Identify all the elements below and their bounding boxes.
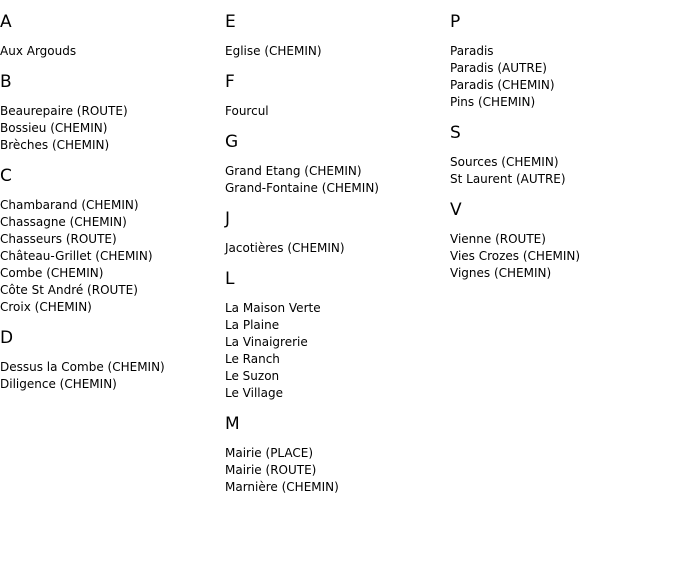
letter-heading: C	[0, 166, 12, 186]
letter-heading: M	[225, 414, 240, 434]
letter-heading: F	[225, 72, 235, 92]
index-column-1	[0, 0, 225, 405]
street-link[interactable]: Chambarand (CHEMIN)	[0, 198, 139, 212]
street-list-item	[225, 445, 450, 462]
street-list	[0, 197, 225, 316]
street-link[interactable]: Grand-Fontaine (CHEMIN)	[225, 181, 379, 195]
street-list-item	[450, 154, 675, 171]
street-link[interactable]: Bossieu (CHEMIN)	[0, 121, 108, 135]
street-list-item	[225, 479, 450, 496]
letter-group	[450, 12, 675, 111]
street-link[interactable]: Dessus la Combe (CHEMIN)	[0, 360, 165, 374]
street-link[interactable]: Paradis	[450, 44, 494, 58]
street-list-item	[450, 248, 675, 265]
street-list	[0, 103, 225, 154]
street-list-item	[0, 197, 225, 214]
letter-group	[0, 328, 225, 393]
street-link[interactable]: St Laurent (AUTRE)	[450, 172, 566, 186]
letter-group	[225, 132, 450, 197]
letter-group	[225, 269, 450, 402]
street-link[interactable]: Brèches (CHEMIN)	[0, 138, 110, 152]
street-link[interactable]: Vignes (CHEMIN)	[450, 266, 552, 280]
street-list-item	[450, 60, 675, 77]
street-list-item	[450, 43, 675, 60]
index-column-2	[225, 0, 450, 508]
street-link[interactable]: Vies Crozes (CHEMIN)	[450, 249, 581, 263]
street-list-item	[225, 300, 450, 317]
street-link[interactable]: Diligence (CHEMIN)	[0, 377, 117, 391]
letter-group	[225, 72, 450, 120]
street-list-item	[225, 462, 450, 479]
street-list-item	[450, 171, 675, 188]
street-link[interactable]: Le Village	[225, 386, 283, 400]
street-link[interactable]: Beaurepaire (ROUTE)	[0, 104, 128, 118]
street-list-item	[225, 103, 450, 120]
letter-group	[450, 200, 675, 282]
street-list-item	[450, 265, 675, 282]
street-link[interactable]: Marnière (CHEMIN)	[225, 480, 339, 494]
street-link[interactable]: Combe (CHEMIN)	[0, 266, 104, 280]
street-list-item	[0, 137, 225, 154]
street-link[interactable]: Mairie (PLACE)	[225, 446, 314, 460]
letter-heading: L	[225, 269, 235, 289]
street-list	[225, 43, 450, 60]
letter-heading: A	[0, 12, 12, 32]
street-link[interactable]: Pins (CHEMIN)	[450, 95, 536, 109]
street-list-item	[0, 120, 225, 137]
letter-heading: J	[225, 209, 231, 229]
street-list-item	[225, 351, 450, 368]
letter-heading: S	[450, 123, 461, 143]
street-list-item	[225, 43, 450, 60]
street-list-item	[0, 359, 225, 376]
street-link[interactable]: La Maison Verte	[225, 301, 321, 315]
street-list-item	[0, 214, 225, 231]
street-list-item	[0, 103, 225, 120]
street-list-item	[450, 231, 675, 248]
street-link[interactable]: Fourcul	[225, 104, 269, 118]
street-link[interactable]: Chasseurs (ROUTE)	[0, 232, 117, 246]
street-list-item	[0, 265, 225, 282]
street-list-item	[225, 317, 450, 334]
letter-heading: P	[450, 12, 461, 32]
letter-group	[0, 166, 225, 316]
street-link[interactable]: Le Suzon	[225, 369, 280, 383]
letter-group	[225, 12, 450, 60]
street-list	[450, 43, 675, 111]
letter-heading: V	[450, 200, 462, 220]
street-link[interactable]: Paradis (AUTRE)	[450, 61, 547, 75]
street-list-item	[225, 368, 450, 385]
street-list	[450, 231, 675, 282]
street-list	[225, 445, 450, 496]
street-list-item	[225, 385, 450, 402]
street-list-item	[0, 299, 225, 316]
street-link[interactable]: Eglise (CHEMIN)	[225, 44, 322, 58]
street-link[interactable]: Grand Etang (CHEMIN)	[225, 164, 362, 178]
street-list-item	[450, 77, 675, 94]
letter-group	[225, 209, 450, 257]
street-link[interactable]: Chassagne (CHEMIN)	[0, 215, 127, 229]
letter-heading: G	[225, 132, 239, 152]
street-list-item	[225, 180, 450, 197]
street-link[interactable]: La Plaine	[225, 318, 280, 332]
street-link[interactable]: Vienne (ROUTE)	[450, 232, 546, 246]
street-list-item	[0, 376, 225, 393]
index-column-3	[450, 0, 675, 294]
street-link[interactable]: Côte St André (ROUTE)	[0, 283, 138, 297]
letter-group	[450, 123, 675, 188]
street-list-item	[450, 94, 675, 111]
street-list-item	[225, 334, 450, 351]
street-link[interactable]: Aux Argouds	[0, 44, 77, 58]
street-list-item	[225, 163, 450, 180]
street-link[interactable]: Paradis (CHEMIN)	[450, 78, 555, 92]
street-list	[225, 300, 450, 402]
letter-group	[0, 72, 225, 154]
street-list	[0, 43, 225, 60]
street-list	[225, 240, 450, 257]
street-list-item	[0, 231, 225, 248]
street-list-item	[225, 240, 450, 257]
letter-group	[0, 12, 225, 60]
letter-heading: E	[225, 12, 236, 32]
street-link[interactable]: Mairie (ROUTE)	[225, 463, 317, 477]
street-list	[225, 103, 450, 120]
letter-heading: D	[0, 328, 14, 348]
street-list-item	[0, 248, 225, 265]
street-list-item	[0, 43, 225, 60]
street-list	[0, 359, 225, 393]
street-link[interactable]: Jacotières (CHEMIN)	[225, 241, 345, 255]
letter-heading: B	[0, 72, 12, 92]
street-link[interactable]: La Vinaigrerie	[225, 335, 308, 349]
street-link[interactable]: Croix (CHEMIN)	[0, 300, 92, 314]
street-list-item	[0, 282, 225, 299]
street-list	[225, 163, 450, 197]
street-link[interactable]: Château-Grillet (CHEMIN)	[0, 249, 153, 263]
street-link[interactable]: Sources (CHEMIN)	[450, 155, 559, 169]
street-list	[450, 154, 675, 188]
letter-group	[225, 414, 450, 496]
street-link[interactable]: Le Ranch	[225, 352, 280, 366]
